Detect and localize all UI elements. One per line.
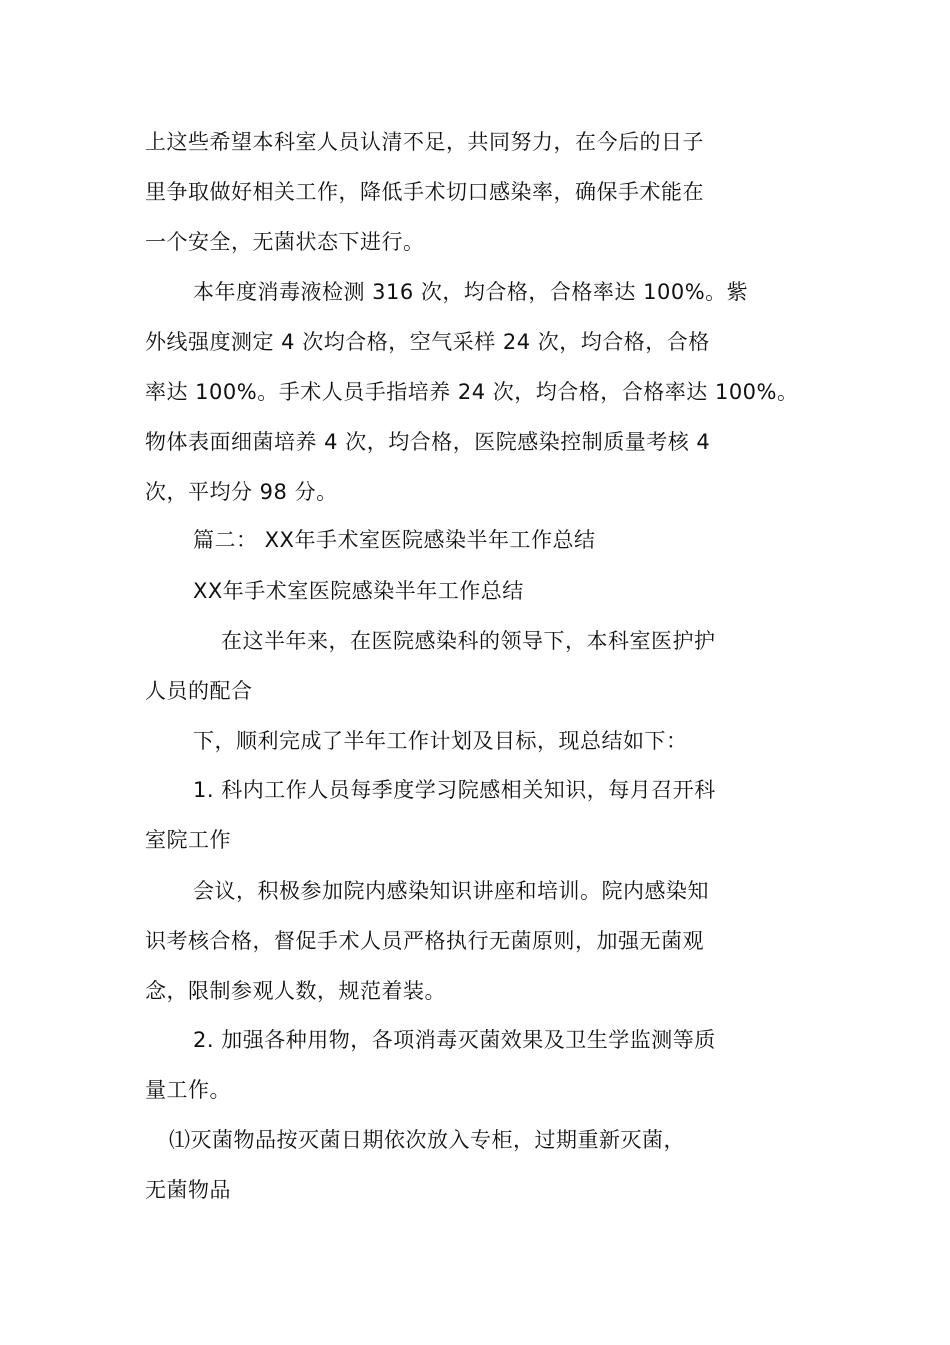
list-item: 2. 加强各种用物，各项消毒灭菌效果及卫生学监测等质 xyxy=(193,1028,716,1052)
section-title: XX年手术室医院感染半年工作总结 xyxy=(193,579,524,603)
text-line: 物体表面细菌培养 4 次，均合格，医院感染控制质量考核 4 xyxy=(145,430,711,454)
section-heading: 篇二： XX年手术室医院感染半年工作总结 xyxy=(193,528,596,552)
text-line: 量工作。 xyxy=(145,1078,231,1102)
text-line: 里争取做好相关工作，降低手术切口感染率，确保手术能在 xyxy=(145,180,704,204)
text-line: 室院工作 xyxy=(145,828,231,852)
text-line: 人员的配合 xyxy=(145,679,253,703)
list-item: ⑴灭菌物品按灭菌日期依次放入专柜，过期重新灭菌， xyxy=(169,1128,685,1152)
text-line: 在这半年来，在医院感染科的领导下，本科室医护护 xyxy=(221,629,716,653)
text-line: 会议，积极参加院内感染知识讲座和培训。院内感染知 xyxy=(193,879,709,903)
text-line: 念，限制参观人数，规范着装。 xyxy=(145,979,446,1003)
text-line: 无菌物品 xyxy=(145,1178,231,1202)
list-item: 1. 科内工作人员每季度学习院感相关知识，每月召开科 xyxy=(193,778,716,802)
text-line: 率达 100%。手术人员手指培养 24 次，均合格，合格率达 100%。 xyxy=(145,380,799,404)
text-line: 下，顺利完成了半年工作计划及目标，现总结如下： xyxy=(193,729,688,753)
text-line: 次，平均分 98 分。 xyxy=(145,480,338,504)
text-line: 上这些希望本科室人员认清不足，共同努力，在今后的日子 xyxy=(145,130,704,154)
text-line: 外线强度测定 4 次均合格，空气采样 24 次，均合格，合格 xyxy=(145,330,710,354)
text-line: 本年度消毒液检测 316 次，均合格，合格率达 100%。紫 xyxy=(193,280,749,304)
text-line: 识考核合格，督促手术人员严格执行无菌原则，加强无菌观 xyxy=(145,929,704,953)
text-line: 一个安全，无菌状态下进行。 xyxy=(145,230,425,254)
